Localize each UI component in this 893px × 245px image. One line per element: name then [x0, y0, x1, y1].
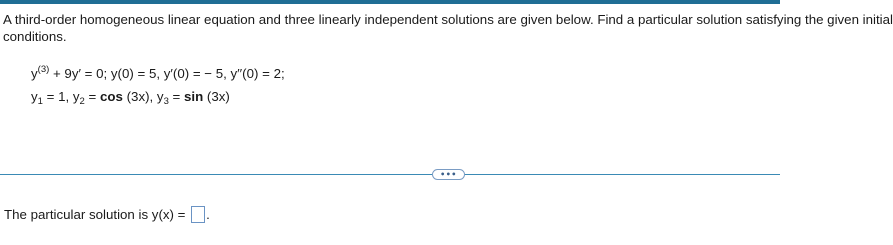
y3-func: sin: [184, 89, 204, 104]
y2-arg: (3x),: [122, 89, 157, 104]
eq-y-base: y: [31, 66, 38, 81]
y2-eq: =: [84, 89, 100, 104]
question-text: [3, 11, 893, 45]
y1-sub: 1: [37, 96, 43, 107]
answer-input-box[interactable]: [191, 206, 205, 223]
answer-row: [4, 206, 210, 223]
answer-period: .: [206, 207, 210, 222]
expand-more-button[interactable]: [432, 169, 465, 180]
eq-y-order: (3): [37, 64, 50, 75]
y2-sub: 2: [79, 96, 85, 107]
answer-prompt: The particular solution is y(x) =: [4, 207, 190, 222]
eq-rest: + 9y′ = 0; y(0) = 5, y′(0) = − 5, y′′(0) = 2;: [49, 66, 285, 81]
section-divider: [0, 174, 780, 175]
y2-base: y: [72, 89, 80, 104]
y1-value: = 1,: [42, 89, 73, 104]
y3-sub: 3: [163, 96, 169, 107]
question-line-1: A third-order homogeneous linear equation and three linearly independent solutions are given below. Find a particular solution satisfying the given initial: [3, 12, 893, 27]
y1-base: y: [31, 89, 38, 104]
y3-base: y: [156, 89, 164, 104]
y2-func: cos: [100, 89, 123, 104]
question-line-2: conditions.: [3, 29, 67, 44]
y3-eq: =: [168, 89, 185, 104]
y3-arg: (3x): [203, 89, 230, 104]
ellipsis-icon: •••: [440, 169, 457, 179]
given-solutions: [31, 89, 230, 107]
top-accent-bar: [0, 0, 780, 4]
differential-equation: [31, 66, 285, 81]
